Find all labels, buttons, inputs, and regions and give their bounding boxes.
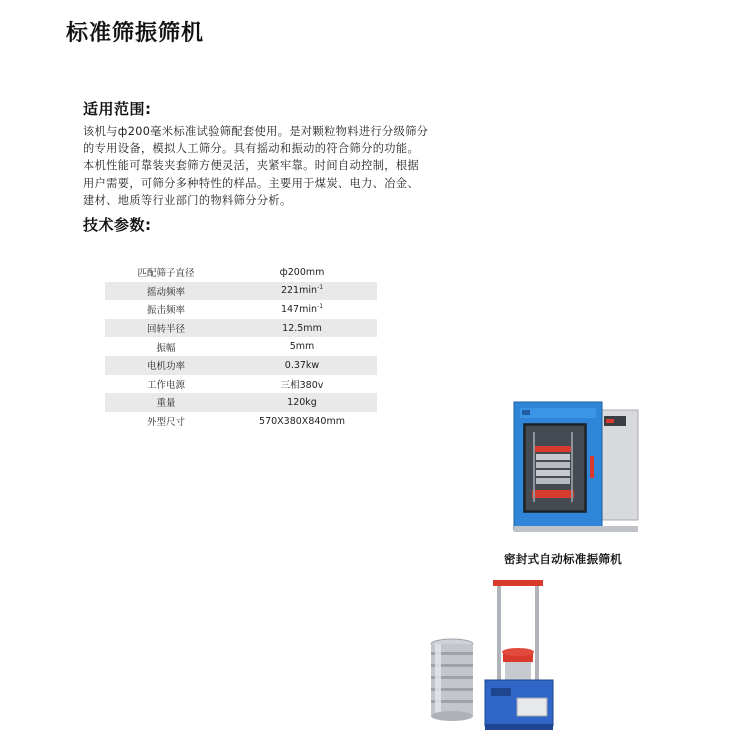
param-value: 120kg (287, 396, 317, 408)
table-row (105, 282, 377, 301)
scope-line: 的专用设备，模拟人工筛分。具有摇动和振动的符合筛分的功能。 (83, 142, 420, 156)
param-value: 570X380X840mm (259, 415, 345, 427)
param-value: 12.5mm (282, 322, 322, 334)
param-name: 振击频率 (146, 305, 185, 317)
sealed-sieve-shaker-image (506, 396, 644, 536)
scope-line: 该机与ф200毫米标准试验筛配套使用。是对颗粒物料进行分级筛分 (83, 125, 429, 138)
scope-line: 用户需要，可筛分多种特性的样品。主要用于煤炭、电力、冶金、 (83, 176, 420, 190)
param-value: $221\min^{-1}$ (280, 284, 324, 297)
param-name: 重量 (156, 398, 176, 410)
params-table (105, 263, 377, 430)
table-row (105, 412, 377, 431)
standard-sieve-shaker-image (425, 576, 575, 734)
param-name: 电机功率 (146, 361, 185, 373)
scope-line: 本机性能可靠装夹套筛方便灵活，夹紧牢靠。时间自动控制，根据 (83, 159, 420, 173)
param-name: 匹配筛子直径 (137, 268, 195, 280)
param-name: 振幅 (156, 342, 176, 354)
scope-line: 建材、地质等行业部门的物料筛分分析。 (83, 193, 292, 207)
table-row (105, 356, 377, 375)
param-value: 5mm (289, 341, 315, 353)
table-row (105, 337, 377, 356)
table-row (105, 263, 377, 282)
sealed-sieve-shaker-caption: 密封式自动标准振筛机 (504, 552, 622, 566)
table-row (105, 375, 377, 394)
param-name: 回转半径 (146, 324, 185, 336)
param-value: $147\min^{-1}$ (280, 302, 324, 315)
param-name: 摇动频率 (146, 286, 185, 298)
param-name: 工作电源 (146, 379, 185, 391)
param-value: 0.37kw (284, 359, 320, 371)
scope-heading: 适用范围: (83, 100, 152, 118)
table-row (105, 319, 377, 338)
table-row (105, 393, 377, 412)
table-row (105, 300, 377, 319)
page-title: 标准筛振筛机 (66, 21, 205, 46)
param-name: 外型尺寸 (146, 417, 185, 429)
param-value: 三相380v (280, 379, 324, 391)
params-heading: 技术参数: (83, 216, 152, 234)
param-value: ф200mm (279, 266, 325, 278)
scope-description (83, 123, 429, 209)
